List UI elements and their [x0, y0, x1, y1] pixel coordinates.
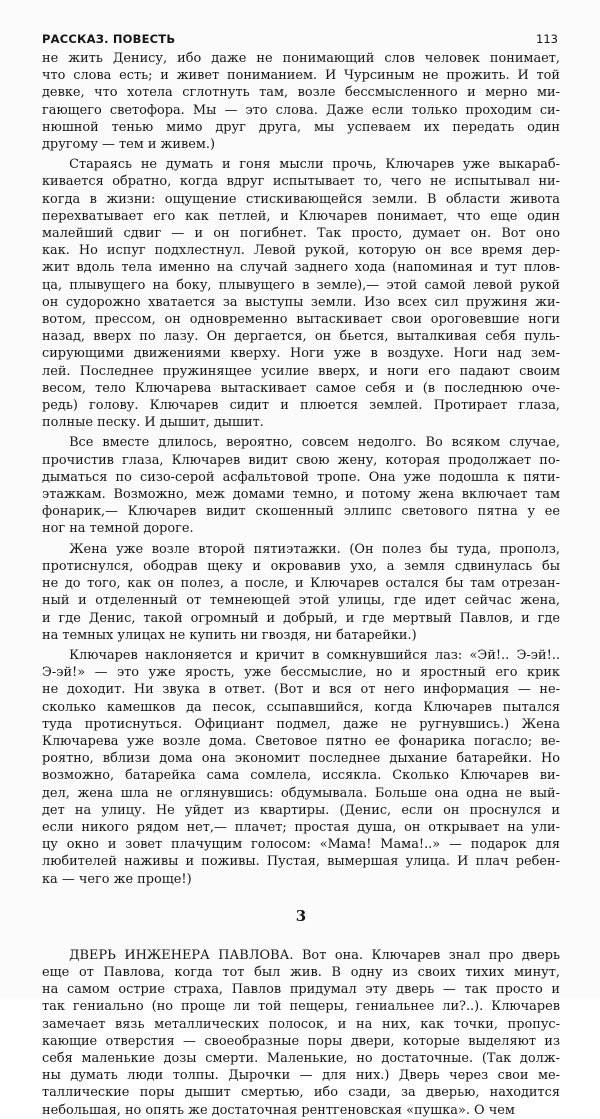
text-line: другому — тем и живем.) — [42, 137, 216, 153]
text-line: цу окно и зовет плачущим голосом: «Мама! Мама!..» — подарок для — [42, 837, 560, 853]
text-line: еще от Павлова, когда тот был жив. В одну из своих тихих минут, — [42, 964, 560, 980]
text-line: так гениально (но проще ли той пещеры, гениальнее ли?..). Ключарев — [42, 999, 560, 1015]
text-line: ный и отделенный от темнеющей этой улицы, где идет сейчас жена, — [42, 593, 560, 609]
text-line: ны думать люди толпы. Дырочки — для них.) Дверь через свои ме- — [42, 1068, 560, 1084]
text-line: сирующими движениями кверху. Ноги уже в воздухе. Ноги над зем- — [42, 346, 560, 362]
text-line: нюшной тенью мимо друг друга, мы успеваем их передать один — [42, 119, 560, 135]
text-line: сколько камешков да песок, ссыпавшийся, когда Ключарев пытался — [42, 699, 560, 715]
text-line: на темных улицах не купить ни гвоздя, ни батарейки.) — [42, 627, 417, 643]
text-line: на самом острие страха, Павлов придумал эту дверь — так просто и — [42, 982, 560, 998]
paragraph — [42, 156, 560, 431]
text-line: Ключарева уже возле дома. Световое пятно ее фонарика погасло; ве- — [42, 733, 560, 749]
text-line: замечает вязь металлических полосок, и на них, как точки, пропус- — [42, 1016, 560, 1032]
text-line: гающего светофора. Мы — это слова. Даже если только проходим си- — [42, 102, 560, 118]
text-line: возможно, батарейка сама сомлела, иссякла. Сколько Ключарев ви- — [42, 768, 560, 784]
text-line: жит вдоль тела именно на случай заднего хода (напоминая и тут плов- — [42, 260, 560, 276]
text-line: фонарик,— Ключарев видит скошенный эллипс светового пятна у ее — [42, 504, 560, 520]
text-line: не жить Денису, ибо даже не понимающий слов человек понимает, — [42, 51, 560, 66]
text-line: кающие отверстия — своеобразные поры двери, которые выделяют из — [42, 1033, 560, 1049]
text-line: весом, тело Ключарева вытаскивает самое себя и (в последнюю оче- — [42, 380, 560, 396]
text-line: дет на улицу. Не уйдет из квартиры. (Денис, если он проснулся и — [42, 802, 560, 818]
text-line: Стараясь не думать и гоня мысли прочь, Ключарев уже выкараб- — [69, 157, 560, 173]
text-line: назад, вверх по лазу. Он дергается, он бьется, выталкивая себя пуль- — [42, 329, 560, 345]
text-line: редь) голову. Ключарев сидит и плюется землей. Протирает глаза, — [42, 398, 560, 414]
text-line: прочистив глаза, Ключарев видит свою жену, которая продолжает по- — [42, 452, 560, 468]
text-line: этажкам. Возможно, меж домами темно, и потому жена включает там — [42, 487, 560, 503]
text-line: небольшая, но опять же достаточная рентгеновская «пушка». О чем — [42, 1102, 515, 1118]
text-line: Жена уже возле второй пятиэтажки. (Он полез бы туда, прополз, — [69, 541, 560, 557]
paragraphs-before-section — [42, 50, 560, 888]
text-line: вотом, прессом, он одновременно вытаскивает свои ороговевшие ноги — [42, 312, 560, 328]
text-line: лей. Последнее пружинящее усилие вверх, и ноги его падают своим — [42, 363, 560, 379]
paragraph — [42, 647, 560, 888]
body-text — [42, 50, 560, 1119]
text-line: ног на темной дороге. — [42, 521, 194, 537]
text-line: протиснулся, ободрав щеку и окровавив ухо, а земля сдвинулась бы — [42, 558, 560, 574]
paragraphs-after-section — [42, 947, 560, 1119]
paragraph — [42, 50, 560, 153]
text-line: любителей наживы и поживы. Пустая, вымершая улица. И плач ребен- — [42, 854, 560, 870]
text-line: таллические поры дышит смертью, ибо сзади, за дверью, находится — [42, 1085, 560, 1101]
paragraph — [42, 434, 560, 537]
text-line: полные песку. И дышит, дышит. — [42, 415, 264, 431]
text-line: дел, жена шла не оглянувшись: обдумывала. Больше она одна не вый- — [42, 785, 560, 801]
running-title: РАССКАЗ. ПОВЕСТЬ — [42, 32, 176, 46]
text-line: кивается обратно, когда вдруг испытывает то, чего не испытывал ни- — [42, 174, 560, 190]
text-line: ДВЕРЬ ИНЖЕНЕРА ПАВЛОВА. Вот она. Ключарев знал про дверь — [69, 947, 560, 963]
paragraph — [42, 541, 560, 644]
text-line: не до того, как он полез, а после, и Ключарев остался бы там отрезан- — [42, 576, 560, 592]
text-line: девке, что хотела сглотнуть там, возле бессмысленного и мерно ми- — [42, 85, 560, 101]
text-line: малейший сдвиг — и он погибнет. Так просто, думает он. Вот оно — [42, 226, 560, 242]
text-line: перехватывает его как петлей, и Ключарев понимает, что еще один — [42, 208, 560, 224]
text-line: он судорожно хватается за выступы земли. Изо всех сил пружиня жи- — [42, 294, 560, 310]
text-line: себя маленькие дозы смерти. Маленькие, но достаточные. (Так долж- — [42, 1050, 560, 1066]
text-line: ца, плывущего на боку, плывущего в земле),— этой самой левой рукой — [42, 277, 560, 293]
text-line: когда в жизни: ощущение стискивающейся земли. В области живота — [42, 191, 560, 207]
text-line: дыматься по сизо-серой асфальтовой тропе. Она уже подошла к пяти- — [42, 469, 560, 485]
section-number: 3 — [295, 906, 307, 925]
text-line: как. Но испуг подхлестнул. Левой рукой, которую он все время дер- — [42, 243, 560, 259]
text-line: не доходит. Ни звука в ответ. (Вот и вся от него информация — не- — [42, 682, 560, 698]
text-line: Э-эй!» — это уже ярость, уже бессмыслие, но и яростный его крик — [42, 665, 560, 681]
text-line: туда протиснуться. Официант подмел, даже не ругнувшись.) Жена — [42, 716, 560, 732]
text-line: ка — чего же проще!) — [42, 871, 192, 887]
paragraph — [42, 947, 560, 1119]
running-head — [42, 32, 558, 50]
page-number: 113 — [536, 32, 558, 46]
text-line: Ключарев наклоняется и кричит в сомкнувшийся лаз: «Эй!.. Э-эй!.. — [69, 647, 560, 663]
text-line: и где Денис, такой огромный и добрый, и где мертвый Павлов, и где — [42, 610, 560, 626]
text-line: Все вместе длилось, вероятно, совсем недолго. Во всяком случае, — [69, 435, 560, 451]
text-line: что слова есть; и живет пониманием. И Чурсиным не прожить. И той — [42, 68, 560, 84]
text-line: роятно, вблизи дома она экономит последнее дыхание батарейки. Но — [42, 751, 560, 767]
text-line: если никого рядом нет,— плачет; простая душа, он открывает на ули- — [42, 819, 560, 835]
